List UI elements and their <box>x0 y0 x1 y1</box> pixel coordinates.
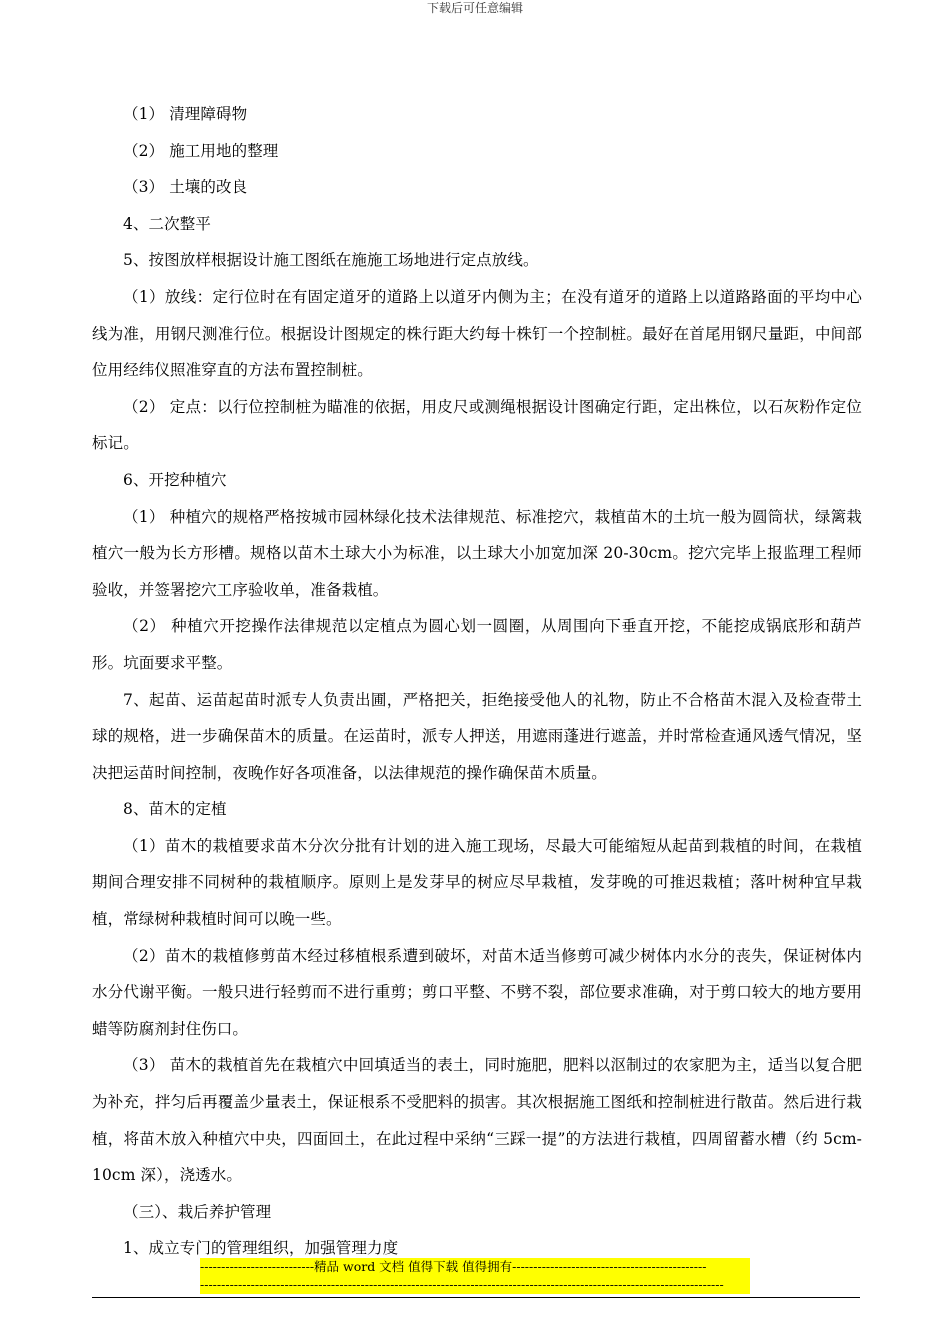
paragraph: 5、按图放样根据设计施工图纸在施施工场地进行定点放线。 <box>123 251 539 270</box>
paragraph: （3） 苗木的栽植首先在栽植穴中回填适当的表土，同时施肥，肥料以沤制过的农家肥为主，适当以复合肥为补充，拌匀后再覆盖少量表土，保证根系不受肥料的损害。其次根据施工图纸和控制桩进行散苗。然后进行栽植，将苗木放入种植穴中央，四面回土，在此过程中采纳“三踩一提”的方法进行栽植，四周留蓄水槽（约 5cm-10cm 深），浇透水。 <box>92 1056 862 1185</box>
paragraph: （1） 清理障碍物 <box>123 105 248 123</box>
paragraph: （1）苗木的栽植要求苗木分次分批有计划的进入施工现场，尽最大可能缩短从起苗到栽植的时间，在栽植期间合理安排不同树种的栽植顺序。原则上是发芽早的树应尽早栽植，发芽晚的可推迟栽植；落叶树种宜早栽植，常绿树种栽植时间可以晚一些。 <box>92 836 862 929</box>
paragraph: （2） 施工用地的整理 <box>123 141 279 160</box>
paragraph: 1、成立专门的管理组织，加强管理力度 <box>123 1239 399 1258</box>
paragraph: 6、开挖种植穴 <box>123 470 227 489</box>
paragraph: 7、起苗、运苗起苗时派专人负责出圃，严格把关，拒绝接受他人的礼物，防止不合格苗木混入及检查带土球的规格，进一步确保苗木的质量。在运苗时，派专人押送，用遮雨蓬进行遮盖，并时常检查通风透气情况，坚决把运苗时间控制，夜晚作好各项准备，以法律规范的操作确保苗木质量。 <box>92 690 862 782</box>
paragraph: （2） 定点：以行位控制桩为瞄准的依据，用皮尺或测绳根据设计图确定行距，定出株位，以石灰粉作定位标记。 <box>92 397 862 453</box>
paragraph: （三）、栽后养护管理 <box>123 1202 272 1221</box>
footer-banner-line: ---------------------------精品 word 文档 值得下载 值得拥有---------------------------------------------- <box>200 1259 707 1274</box>
document-body <box>92 96 862 1267</box>
paragraph: 8、苗木的定植 <box>123 800 227 819</box>
paragraph: （1）放线：定行位时在有固定道牙的道路上以道牙内侧为主；在没有道牙的道路上以道路路面的平均中心线为准，用钢尺测准行位。根据设计图规定的株行距大约每十株钉一个控制桩。最好在首尾用钢尺量距，中间部位用经纬仪照准穿直的方法布置控制桩。 <box>92 287 862 380</box>
footer-divider <box>92 1297 860 1298</box>
footer-banner-line: ---------------------------------------------------------------------------------------------------------------------------- <box>200 1277 724 1292</box>
paragraph: （1） 种植穴的规格严格按城市园林绿化技术法律规范、标准挖穴，栽植苗木的土坑一般为圆筒状，绿篱栽植穴一般为长方形槽。规格以苗木土球大小为标准，以土球大小加宽加深 20-30cm。挖穴完毕上报监理工程师验收，并签署挖穴工序验收单，准备栽植。 <box>92 507 862 599</box>
paragraph: （3） 土壤的改良 <box>123 178 248 197</box>
paragraph: 4、二次整平 <box>123 214 211 233</box>
page-header-note: 下载后可任意编辑 <box>426 1 523 15</box>
footer-banner <box>200 1258 750 1294</box>
paragraph: （2） 种植穴开挖操作法律规范以定植点为圆心划一圆圈，从周围向下垂直开挖，不能挖成锅底形和葫芦形。坑面要求平整。 <box>92 617 862 672</box>
paragraph: （2）苗木的栽植修剪苗木经过移植根系遭到破坏，对苗木适当修剪可减少树体内水分的丧失，保证树体内水分代谢平衡。一般只进行轻剪而不进行重剪；剪口平整、不劈不裂，部位要求准确，对于剪口较大的地方要用蜡等防腐剂封住伤口。 <box>92 946 862 1038</box>
